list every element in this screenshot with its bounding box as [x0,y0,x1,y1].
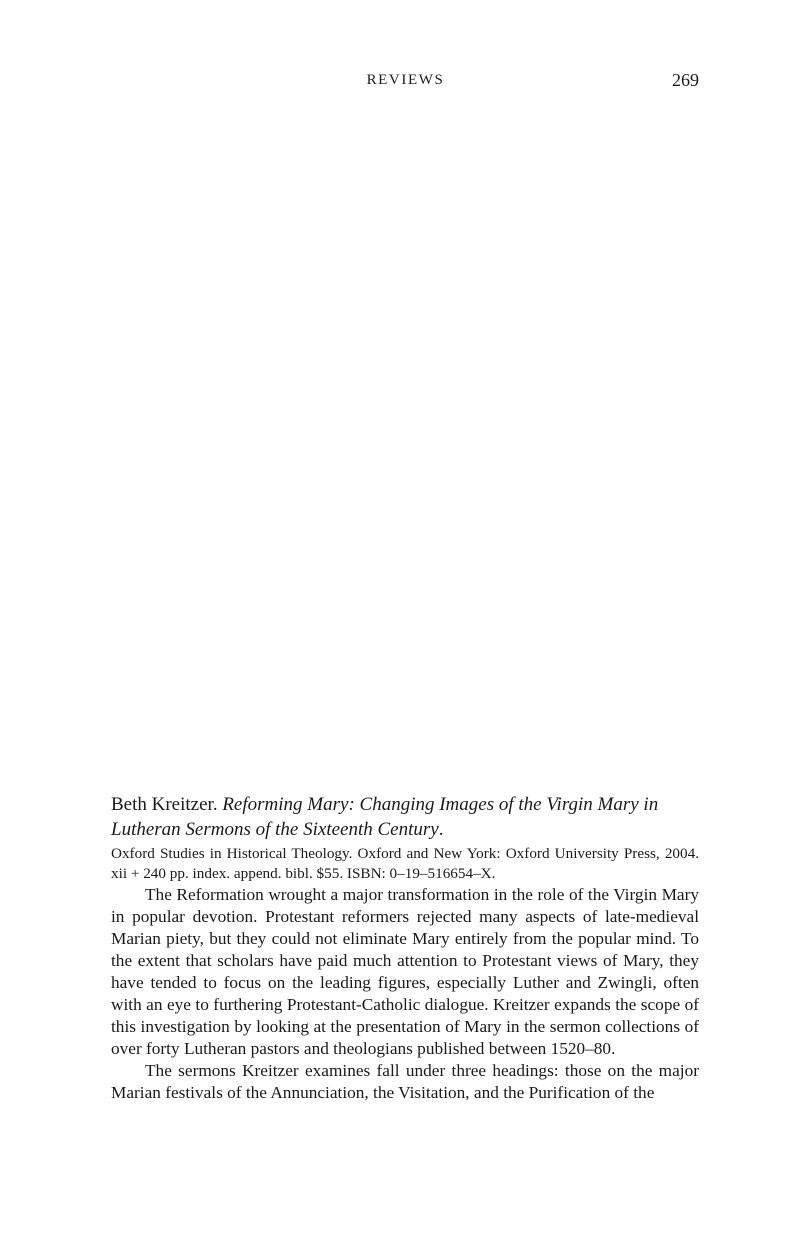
running-title: REVIEWS [366,72,445,88]
book-review [111,792,699,1104]
book-title: Reforming Mary: Changing Images of the Virgin Mary in Lutheran Sermons of the Sixteenth Century [111,794,659,840]
review-author: Beth Kreitzer. [111,794,218,815]
page-number: 269 [672,70,699,90]
book-title-period: . [438,819,444,840]
review-citation [111,792,699,842]
review-paragraph-1: The Reformation wrought a major transformation in the role of the Virgin Mary in popular devotion. Protestant reformers rejected many aspects of late-medieval Marian piety, but they could not eliminate Mary entirely from the popular mind. To the extent that scholars have paid much attention to Protestant views of Mary, they have tended to focus on the leading figures, especially Luther and Zwingli, often with an eye to furthering Protestant-Catholic dialogue. Kreitzer expands the scope of this investigation by looking at the presentation of Mary in the sermon collections of over forty Lutheran pastors and theologians published between 1520–80. [111,885,699,1058]
running-head [112,72,699,96]
review-paragraph-2: The sermons Kreitzer examines fall under three headings: those on the major Marian festivals of the Annunciation, the Visitation, and the Purification of the [111,1061,699,1102]
publication-details: Oxford Studies in Historical Theology. Oxford and New York: Oxford University Press, 2004. xii + 240 pp. index. append. bibl. $55. ISBN: 0–19–516654–X. [111,845,699,882]
